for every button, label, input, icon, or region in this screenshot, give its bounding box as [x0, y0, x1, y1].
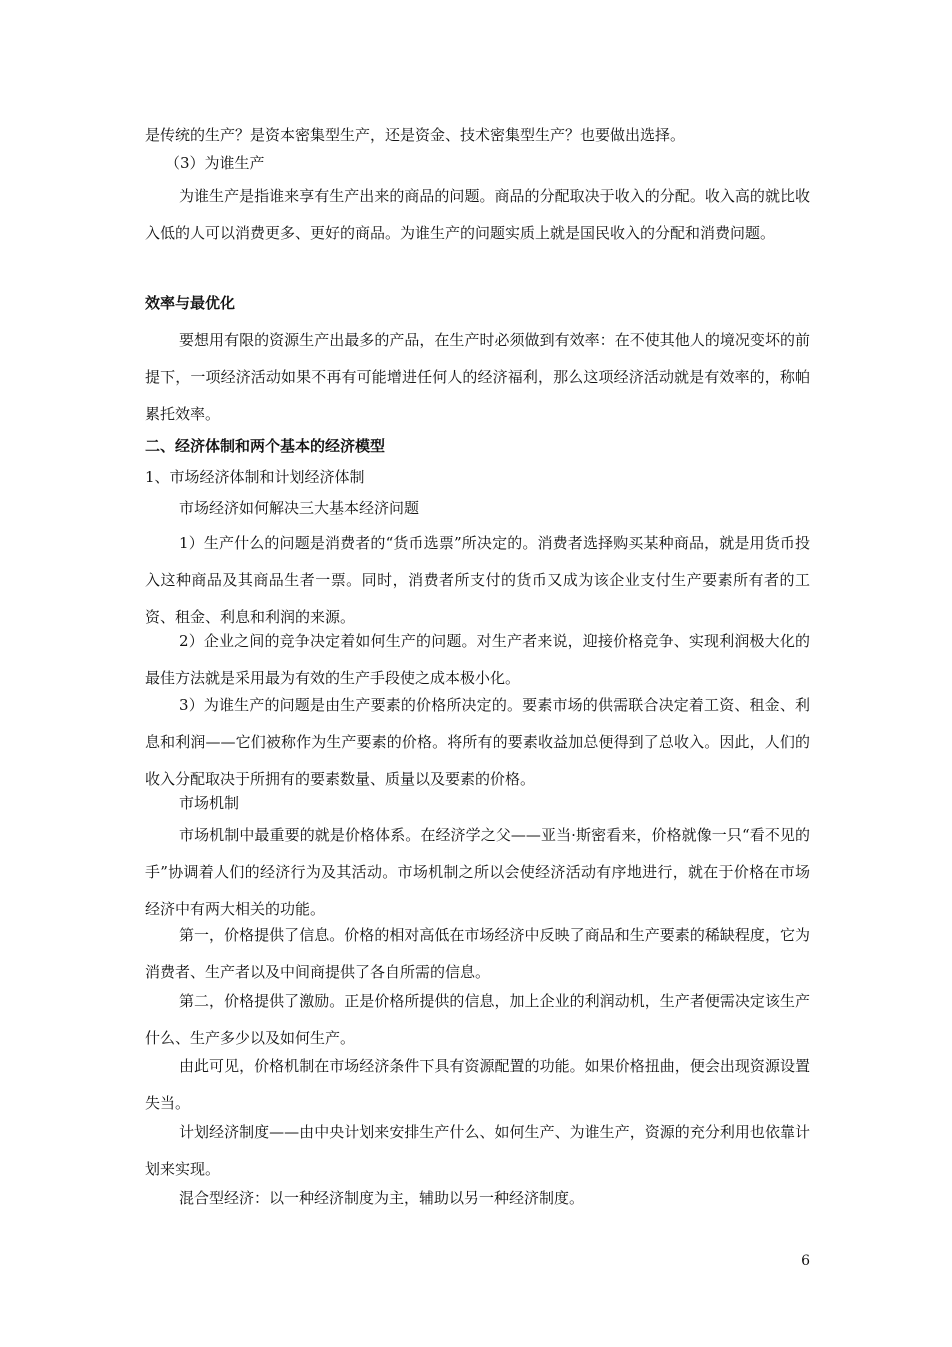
- subheading-market-planned: 1、市场经济体制和计划经济体制: [145, 468, 365, 486]
- subheading-market-mechanism: 市场机制: [179, 794, 240, 812]
- subheading-market-solves: 市场经济如何解决三大基本经济问题: [179, 499, 420, 517]
- heading-economic-systems: 二、经济体制和两个基本的经济模型: [145, 437, 386, 455]
- subheading-for-whom: （3）为谁生产: [165, 154, 265, 172]
- paragraph-production-choice: 是传统的生产？是资本密集型生产，还是资金、技术密集型生产？也要做出选择。: [145, 126, 686, 144]
- paragraph-planned-economy: 计划经济制度——由中央计划来安排生产什么、如何生产、为谁生产，资源的充分利用也依靠计划来实现。: [145, 1123, 810, 1178]
- paragraph-point-3: 3）为谁生产的问题是由生产要素的价格所决定的。要素市场的供需联合决定着工资、租金、利息和利润——它们被称作为生产要素的价格。将所有的要素收益加总便得到了总收入。因此，人们的收入分配取决于所拥有的要素数量、质量以及要素的价格。: [145, 696, 810, 788]
- heading-efficiency: 效率与最优化: [145, 294, 236, 312]
- paragraph-mixed-economy: 混合型经济：以一种经济制度为主，辅助以另一种经济制度。: [179, 1189, 585, 1207]
- paragraph-market-mechanism: 市场机制中最重要的就是价格体系。在经济学之父——亚当·斯密看来，价格就像一只“看不见的手”协调着人们的经济行为及其活动。市场机制之所以会使经济活动有序地进行，就在于价格在市场经济中有两大相关的功能。: [145, 826, 810, 918]
- paragraph-second-function: 第二，价格提供了激励。正是价格所提供的信息，加上企业的利润动机，生产者便需决定该生产什么、生产多少以及如何生产。: [145, 992, 810, 1047]
- paragraph-point-1: 1）生产什么的问题是消费者的“货币选票”所决定的。消费者选择购买某种商品，就是用货币投入这种商品及其商品生者一票。同时，消费者所支付的货币又成为该企业支付生产要素所有者的工资、租金、利息和利润的来源。: [145, 534, 810, 626]
- paragraph-first-function: 第一，价格提供了信息。价格的相对高低在市场经济中反映了商品和生产要素的稀缺程度，它为消费者、生产者以及中间商提供了各自所需的信息。: [145, 926, 810, 981]
- paragraph-efficiency: 要想用有限的资源生产出最多的产品，在生产时必须做到有效率：在不使其他人的境况变坏的前提下，一项经济活动如果不再有可能增进任何人的经济福利，那么这项经济活动就是有效率的，称帕累托效率。: [145, 331, 810, 423]
- paragraph-for-whom: 为谁生产是指谁来享有生产出来的商品的问题。商品的分配取决于收入的分配。收入高的就比收入低的人可以消费更多、更好的商品。为谁生产的问题实质上就是国民收入的分配和消费问题。: [145, 187, 810, 242]
- paragraph-price-mechanism: 由此可见，价格机制在市场经济条件下具有资源配置的功能。如果价格扭曲，便会出现资源设置失当。: [145, 1057, 810, 1112]
- page-number: 6: [801, 1253, 810, 1269]
- paragraph-point-2: 2）企业之间的竞争决定着如何生产的问题。对生产者来说，迎接价格竞争、实现利润极大化的最佳方法就是采用最为有效的生产手段使之成本极小化。: [145, 632, 810, 687]
